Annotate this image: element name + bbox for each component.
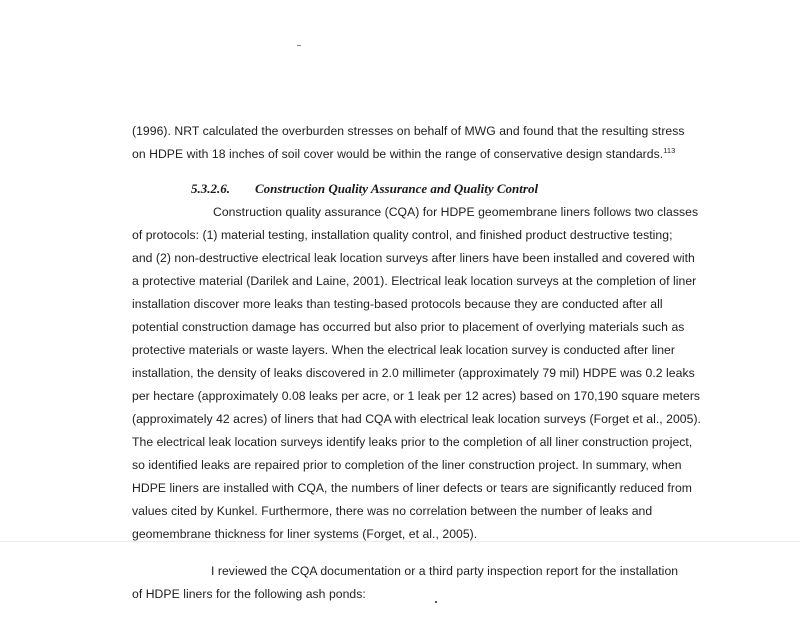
body-line: per hectare (approximately 0.08 leaks per acre, or 1 leak per 12 acres) based on 170,190 square meters bbox=[132, 389, 701, 403]
body-line: a protective material (Darilek and Laine, 2001). Electrical leak location surveys at the completion of liner bbox=[132, 274, 697, 288]
body-line: installation discover more leaks than testing-based protocols because they are conducted after all bbox=[132, 297, 663, 311]
body-line: The electrical leak location surveys identify leaks prior to the completion of all liner construction project, bbox=[132, 435, 693, 449]
body-line: so identified leaks are repaired prior to completion of the liner construction project. In summary, when bbox=[132, 458, 682, 472]
body-line: (1996). NRT calculated the overburden stresses on behalf of MWG and found that the resulting stress bbox=[132, 124, 685, 138]
body-line: installation, the density of leaks discovered in 2.0 millimeter (approximately 79 mil) HDPE was 0.2 leaks bbox=[132, 366, 695, 380]
body-line-text: on HDPE with 18 inches of soil cover would be within the range of conservative design standards. bbox=[132, 147, 664, 161]
scan-speck bbox=[297, 45, 301, 46]
body-line: values cited by Kunkel. Furthermore, there was no correlation between the number of leaks and bbox=[132, 504, 653, 518]
body-line: geomembrane thickness for liner systems (Forget, et al., 2005). bbox=[132, 527, 478, 541]
body-line: of protocols: (1) material testing, installation quality control, and finished product destructive testing; bbox=[132, 228, 673, 242]
section-title: Construction Quality Assurance and Quality Control bbox=[255, 181, 539, 196]
scan-speck bbox=[435, 601, 437, 603]
body-line: I reviewed the CQA documentation or a third party inspection report for the installation bbox=[211, 564, 679, 578]
section-heading bbox=[191, 181, 538, 197]
body-line: potential construction damage has occurred but also prior to placement of overlying materials such as bbox=[132, 320, 685, 334]
body-line: and (2) non-destructive electrical leak location surveys after liners have been installed and covered with bbox=[132, 251, 695, 265]
body-line: protective materials or waste layers. When the electrical leak location survey is conducted after liner bbox=[132, 343, 675, 357]
body-line: of HDPE liners for the following ash ponds: bbox=[132, 587, 366, 601]
body-line bbox=[132, 146, 675, 162]
section-number: 5.3.2.6. bbox=[191, 181, 230, 196]
body-line: Construction quality assurance (CQA) for HDPE geomembrane liners follows two classes bbox=[213, 205, 699, 219]
footnote-reference: 113 bbox=[663, 145, 676, 155]
body-line: (approximately 42 acres) of liners that had CQA with electrical leak location surveys (Forget et al., 2005). bbox=[132, 412, 701, 426]
body-line: HDPE liners are installed with CQA, the numbers of liner defects or tears are significantly reduced from bbox=[132, 481, 692, 495]
